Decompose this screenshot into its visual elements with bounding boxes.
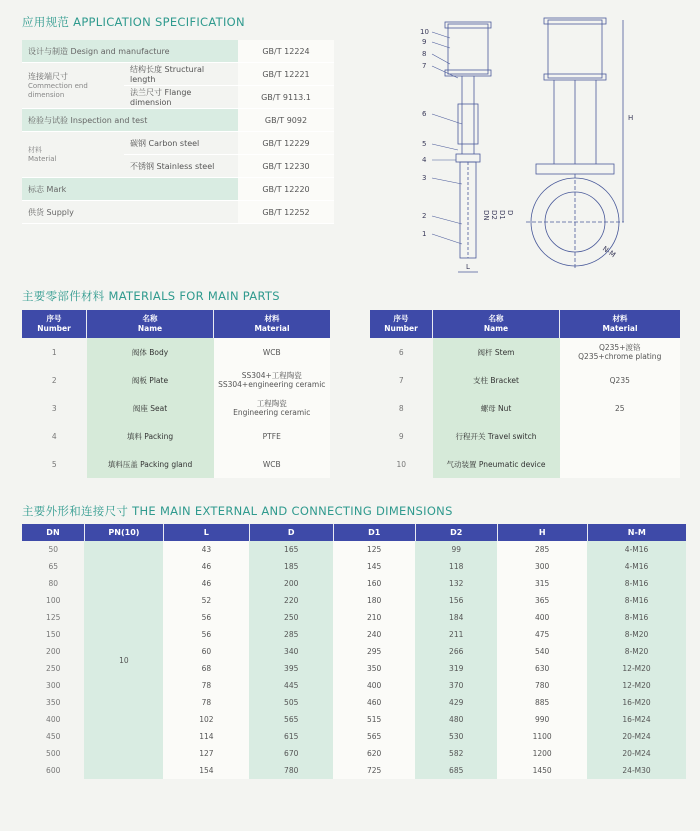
dim-label-l: L <box>466 263 470 271</box>
spec-row-design <box>22 40 334 63</box>
cell-nm: 16-M20 <box>587 694 686 711</box>
column-header: D <box>249 524 333 541</box>
cell-d1: 400 <box>333 677 415 694</box>
part-material <box>560 394 681 422</box>
spec-label: 结构长度 Structural length <box>124 63 238 86</box>
part-number: 4 <box>51 431 57 441</box>
spec-section-title: 应用规范 APPLICATION SPECIFICATION <box>22 15 245 29</box>
table-row <box>22 338 330 366</box>
cell-d2: 184 <box>415 609 497 626</box>
cell-dn: 450 <box>46 732 61 741</box>
cell-d1: 620 <box>333 745 415 762</box>
spec-label: 标志 Mark <box>22 178 238 201</box>
part-number: 10 <box>396 459 407 469</box>
spec-label: 不锈钢 Stainless steel <box>124 155 238 178</box>
cell-l: 154 <box>163 762 249 779</box>
materials-table-right <box>370 310 680 478</box>
cell-h: 885 <box>497 694 587 711</box>
table-row <box>370 366 680 394</box>
cell-d2: 319 <box>415 660 497 677</box>
cell-d1: 240 <box>333 626 415 643</box>
cell-d2: 429 <box>415 694 497 711</box>
part-name: 行程开关 Travel switch <box>433 422 560 450</box>
dim-label-dn: DN <box>482 210 490 221</box>
cell-d: 445 <box>249 677 333 694</box>
table-row <box>22 422 330 450</box>
cell-d2: 211 <box>415 626 497 643</box>
table-row <box>22 366 330 394</box>
table-row <box>370 394 680 422</box>
cell-h: 1200 <box>497 745 587 762</box>
cell-d2: 530 <box>415 728 497 745</box>
cell-nm: 20-M24 <box>587 745 686 762</box>
spec-label: 碳钢 Carbon steel <box>124 132 238 155</box>
cell-d2: 370 <box>415 677 497 694</box>
callout-6: 6 <box>422 110 427 118</box>
part-number: 5 <box>51 459 57 469</box>
cell-h: 475 <box>497 626 587 643</box>
part-material <box>214 366 331 394</box>
material-line: Q235+渡铬 <box>598 343 641 352</box>
cell-d: 395 <box>249 660 333 677</box>
part-name: 阀座 Seat <box>87 394 214 422</box>
cell-d1: 180 <box>333 592 415 609</box>
cell-d2: 582 <box>415 745 497 762</box>
callout-8: 8 <box>422 50 427 58</box>
dim-label-d1: D1 <box>498 210 506 220</box>
column-header: DN <box>22 524 84 541</box>
callout-9: 9 <box>422 38 427 46</box>
column-header: N-M <box>587 524 686 541</box>
spec-row-mark <box>22 178 334 201</box>
header-number: 序号 Number <box>22 310 87 338</box>
table-row <box>370 338 680 366</box>
cell-d1: 565 <box>333 728 415 745</box>
cell-d1: 125 <box>333 541 415 558</box>
cell-nm: 12-M20 <box>587 677 686 694</box>
spec-value: GB/T 9092 <box>238 109 334 132</box>
dim-label-d2: D2 <box>490 210 498 220</box>
application-spec-table <box>22 40 334 224</box>
spec-value: GB/T 12230 <box>238 155 334 178</box>
callout-5: 5 <box>422 140 427 148</box>
part-material <box>214 394 331 422</box>
cell-nm: 20-M24 <box>587 728 686 745</box>
spec-label-en: Material <box>28 154 57 163</box>
table-row <box>22 450 330 478</box>
table-row <box>370 450 680 478</box>
cell-l: 127 <box>163 745 249 762</box>
cell-nm: 24-M30 <box>587 762 686 779</box>
header-name: 名称 Name <box>87 310 214 338</box>
part-name: 阀板 Plate <box>87 366 214 394</box>
cell-nm: 16-M24 <box>587 711 686 728</box>
cell-h: 990 <box>497 711 587 728</box>
material-line-en: Engineering ceramic <box>233 408 311 417</box>
spec-value: GB/T 12229 <box>238 132 334 155</box>
spec-label-en: dimension <box>28 91 65 99</box>
cell-dn: 50 <box>48 545 58 554</box>
spec-row-carbon <box>22 132 334 155</box>
cell-d1: 210 <box>333 609 415 626</box>
material-line-en: SS304+engineering ceramic <box>218 380 326 389</box>
spec-row-inspection <box>22 109 334 132</box>
part-number: 8 <box>398 403 404 413</box>
cell-dn: 100 <box>46 596 61 605</box>
material-line: WCB <box>262 347 281 357</box>
cell-l: 102 <box>163 711 249 728</box>
cell-h: 315 <box>497 575 587 592</box>
material-line: SS304+工程陶瓷 <box>241 371 302 380</box>
cell-d1: 160 <box>333 575 415 592</box>
cell-dn: 65 <box>48 562 58 571</box>
cell-dn: 80 <box>48 579 58 588</box>
cell-l: 52 <box>163 592 249 609</box>
spec-label-en: Commection end <box>28 82 88 90</box>
cell-d1: 145 <box>333 558 415 575</box>
spec-value: GB/T 9113.1 <box>238 86 334 109</box>
part-material <box>560 450 681 478</box>
part-name: 填料压盖 Packing gland <box>87 450 214 478</box>
cell-l: 46 <box>163 558 249 575</box>
cell-l: 78 <box>163 677 249 694</box>
spec-label: 检验与试验 Inspection and test <box>22 109 238 132</box>
spec-label: 供货 Supply <box>22 201 238 224</box>
cell-d2: 156 <box>415 592 497 609</box>
spec-row-structural <box>22 63 334 86</box>
part-name: 支柱 Bracket <box>433 366 560 394</box>
table-row <box>22 394 330 422</box>
cell-l: 78 <box>163 694 249 711</box>
dim-label-h: H <box>628 114 634 122</box>
cell-d: 615 <box>249 728 333 745</box>
cell-d: 780 <box>249 762 333 779</box>
material-line: 工程陶瓷 <box>256 399 287 408</box>
drawing-labels <box>418 14 658 276</box>
cell-d2: 266 <box>415 643 497 660</box>
cell-d: 285 <box>249 626 333 643</box>
header-material: 材料 Material <box>214 310 331 338</box>
cell-d: 250 <box>249 609 333 626</box>
part-number: 3 <box>51 403 57 413</box>
callout-1: 1 <box>422 230 427 238</box>
material-line: PTFE <box>262 431 281 441</box>
part-number: 1 <box>51 347 57 357</box>
part-name: 填料 Packing <box>87 422 214 450</box>
spec-value: GB/T 12220 <box>238 178 334 201</box>
header-name: 名称 Name <box>433 310 560 338</box>
column-header: L <box>163 524 249 541</box>
cell-d: 165 <box>249 541 333 558</box>
cell-dn: 500 <box>46 749 61 758</box>
cell-nm: 4-M16 <box>587 541 686 558</box>
cell-pn: 10 <box>84 541 163 779</box>
cell-d: 670 <box>249 745 333 762</box>
dim-label-nm: N-M <box>600 244 617 260</box>
cell-nm: 8-M16 <box>587 575 686 592</box>
cell-dn: 125 <box>46 613 61 622</box>
spec-row-supply <box>22 201 334 224</box>
part-number: 6 <box>398 347 404 357</box>
cell-l: 68 <box>163 660 249 677</box>
cell-h: 630 <box>497 660 587 677</box>
header-number: 序号 Number <box>370 310 433 338</box>
cell-d2: 118 <box>415 558 497 575</box>
cell-nm: 8-M20 <box>587 643 686 660</box>
column-header: D2 <box>415 524 497 541</box>
part-name: 螺母 Nut <box>433 394 560 422</box>
cell-d2: 480 <box>415 711 497 728</box>
spec-label: 连接端尺寸 <box>28 72 68 81</box>
table-row <box>370 422 680 450</box>
cell-h: 1450 <box>497 762 587 779</box>
cell-h: 1100 <box>497 728 587 745</box>
cell-dn: 350 <box>46 698 61 707</box>
spec-label: 材料 <box>28 145 42 154</box>
dims-section-title: 主要外形和连接尺寸 THE MAIN EXTERNAL AND CONNECTING DIMENSIONS <box>22 504 453 518</box>
cell-h: 365 <box>497 592 587 609</box>
cell-l: 56 <box>163 626 249 643</box>
part-material <box>560 366 681 394</box>
part-number: 9 <box>398 431 404 441</box>
spec-value: GB/T 12252 <box>238 201 334 224</box>
part-name: 阀杆 Stem <box>433 338 560 366</box>
spec-value: GB/T 12221 <box>238 63 334 86</box>
spec-group-connection <box>22 63 124 109</box>
part-material <box>560 338 681 366</box>
materials-table-left <box>22 310 330 478</box>
cell-h: 780 <box>497 677 587 694</box>
spec-label: 设计与制造 Design and manufacture <box>22 40 238 63</box>
material-line-en: Q235+chrome plating <box>578 352 662 361</box>
cell-nm: 8-M16 <box>587 609 686 626</box>
part-material <box>214 450 331 478</box>
cell-d1: 350 <box>333 660 415 677</box>
cell-dn: 300 <box>46 681 61 690</box>
cell-nm: 8-M16 <box>587 592 686 609</box>
cell-h: 540 <box>497 643 587 660</box>
cell-dn: 150 <box>46 630 61 639</box>
cell-d: 505 <box>249 694 333 711</box>
material-line: WCB <box>262 459 281 469</box>
cell-dn: 400 <box>46 715 61 724</box>
material-line: 25 <box>614 403 625 413</box>
callout-4: 4 <box>422 156 427 164</box>
cell-nm: 12-M20 <box>587 660 686 677</box>
spec-label: 法兰尺寸 Flange dimension <box>124 86 238 109</box>
cell-d: 185 <box>249 558 333 575</box>
cell-d: 340 <box>249 643 333 660</box>
part-material <box>214 338 331 366</box>
cell-d2: 685 <box>415 762 497 779</box>
cell-d1: 295 <box>333 643 415 660</box>
cell-h: 300 <box>497 558 587 575</box>
cell-l: 56 <box>163 609 249 626</box>
dimensions-table <box>22 524 686 779</box>
part-name: 气动装置 Pneumatic device <box>433 450 560 478</box>
part-number: 7 <box>398 375 404 385</box>
cell-nm: 8-M20 <box>587 626 686 643</box>
callout-10: 10 <box>420 28 429 36</box>
cell-d2: 99 <box>415 541 497 558</box>
cell-nm: 4-M16 <box>587 558 686 575</box>
cell-d: 220 <box>249 592 333 609</box>
dim-label-d: D <box>506 210 514 216</box>
column-header: D1 <box>333 524 415 541</box>
cell-h: 285 <box>497 541 587 558</box>
cell-d2: 132 <box>415 575 497 592</box>
callout-3: 3 <box>422 174 427 182</box>
cell-d1: 725 <box>333 762 415 779</box>
cell-l: 46 <box>163 575 249 592</box>
spec-value: GB/T 12224 <box>238 40 334 63</box>
cell-d1: 515 <box>333 711 415 728</box>
material-line: Q235 <box>609 375 630 385</box>
column-header: H <box>497 524 587 541</box>
cell-h: 400 <box>497 609 587 626</box>
cell-d: 200 <box>249 575 333 592</box>
cell-dn: 600 <box>46 766 61 775</box>
callout-2: 2 <box>422 212 427 220</box>
cell-d: 565 <box>249 711 333 728</box>
table-row <box>22 541 686 558</box>
cell-l: 43 <box>163 541 249 558</box>
part-number: 2 <box>51 375 57 385</box>
cell-l: 60 <box>163 643 249 660</box>
part-name: 阀体 Body <box>87 338 214 366</box>
spec-group-material <box>22 132 124 178</box>
cell-dn: 250 <box>46 664 61 673</box>
part-material <box>214 422 331 450</box>
callout-7: 7 <box>422 62 427 70</box>
column-header: PN(10) <box>84 524 163 541</box>
parts-section-title: 主要零部件材料 MATERIALS FOR MAIN PARTS <box>22 289 280 303</box>
cell-dn: 200 <box>46 647 61 656</box>
part-material <box>560 422 681 450</box>
cell-d1: 460 <box>333 694 415 711</box>
cell-l: 114 <box>163 728 249 745</box>
header-material: 材料 Material <box>560 310 681 338</box>
